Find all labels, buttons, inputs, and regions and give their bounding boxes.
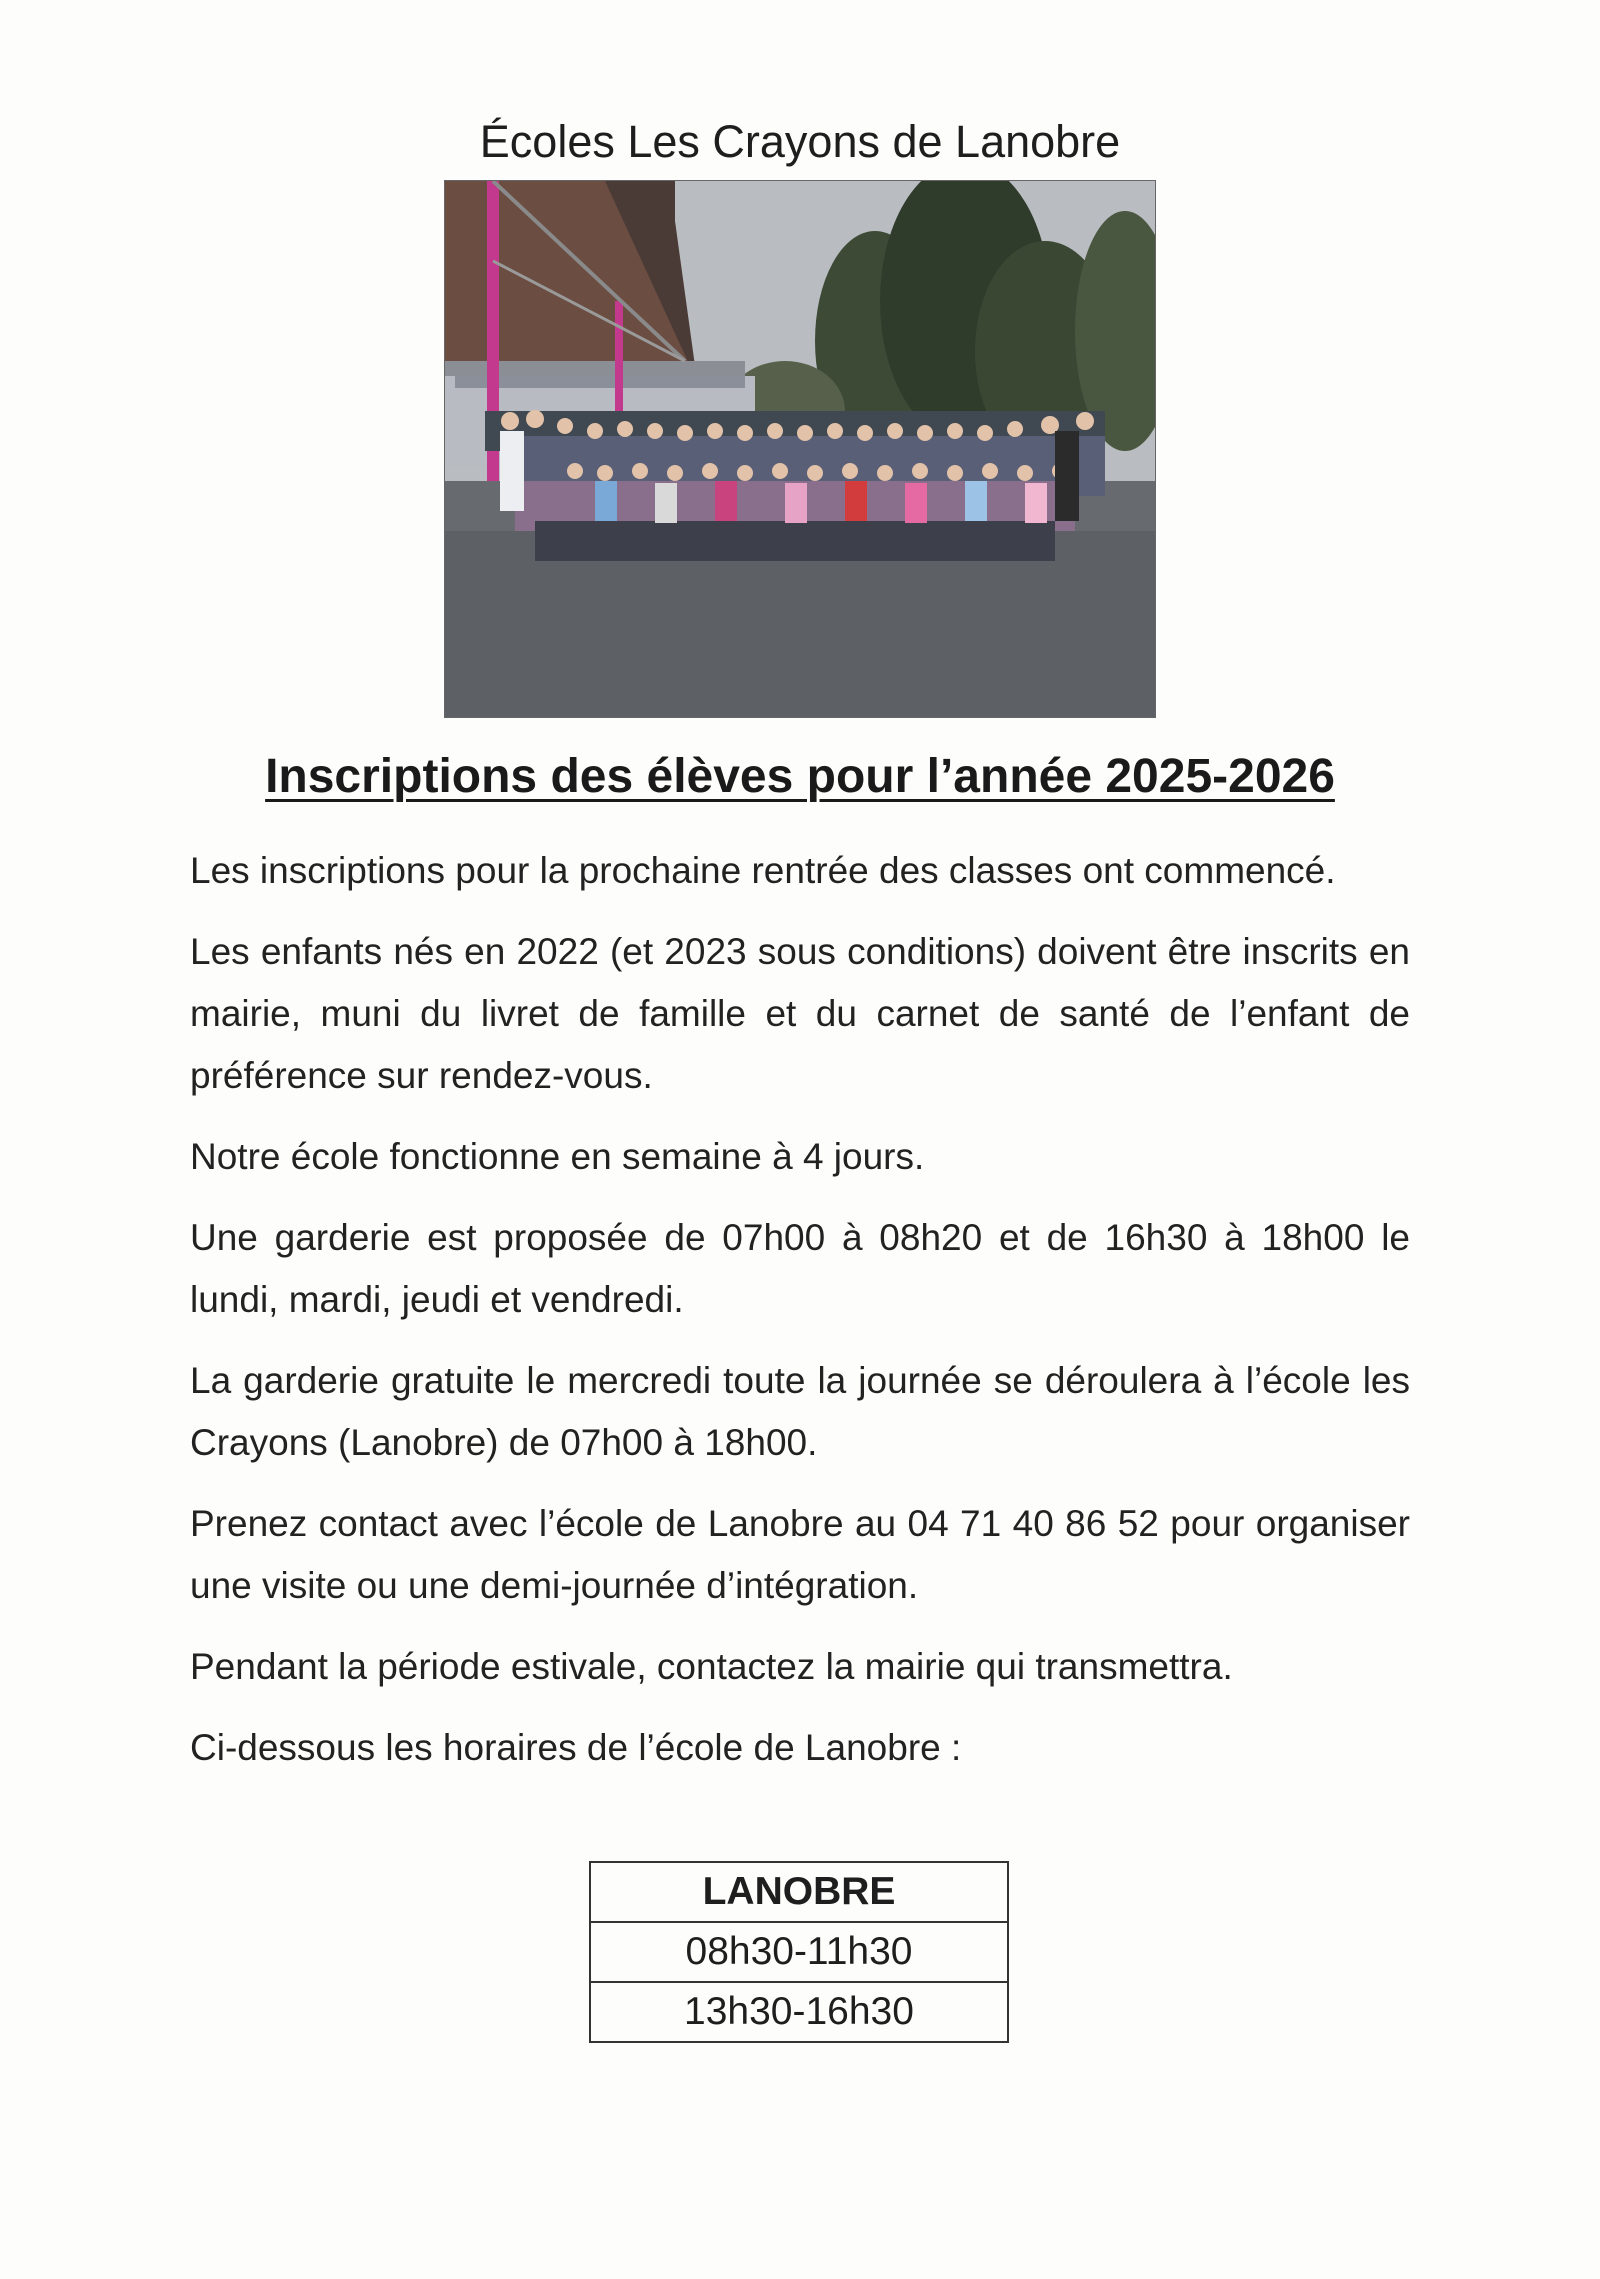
page-heading [0,744,1600,810]
heading-text: Inscriptions des élèves pour l’année 2025-2026 [265,750,1335,803]
paragraph: Notre école fonctionne en semaine à 4 jours. [190,1136,925,1177]
schedule-header: LANOBRE [590,1862,1008,1922]
paragraph: Pendant la période estivale, contactez la mairie qui transmettra. [190,1646,1233,1687]
class-group-photo [444,180,1156,718]
table-row [590,1922,1008,1982]
paragraph: Prenez contact avec l’école de Lanobre au 04 71 40 86 52 pour organiser une visite ou une demi-journée d’intégration. [190,1503,1410,1606]
paragraph: Une garderie est proposée de 07h00 à 08h20 et de 16h30 à 18h00 le lundi, mardi, jeudi et vendredi. [190,1217,1410,1320]
table-row [590,1862,1008,1922]
paragraph: Ci-dessous les horaires de l’école de Lanobre : [190,1727,962,1768]
paragraph: Les enfants nés en 2022 (et 2023 sous conditions) doivent être inscrits en mairie, muni du livret de famille et du carnet de santé de l’enfant de préférence sur rendez-vous. [190,931,1410,1096]
schedule-table [589,1861,1009,2043]
body-text [190,840,1410,1798]
schedule-morning: 08h30-11h30 [590,1922,1008,1982]
schedule-afternoon: 13h30-16h30 [590,1982,1008,2042]
school-title: Écoles Les Crayons de Lanobre [479,116,1121,167]
table-row [590,1982,1008,2042]
paragraph: La garderie gratuite le mercredi toute la journée se déroulera à l’école les Crayons (Lanobre) de 07h00 à 18h00. [190,1360,1410,1463]
paragraph: Les inscriptions pour la prochaine rentrée des classes ont commencé. [190,850,1336,891]
